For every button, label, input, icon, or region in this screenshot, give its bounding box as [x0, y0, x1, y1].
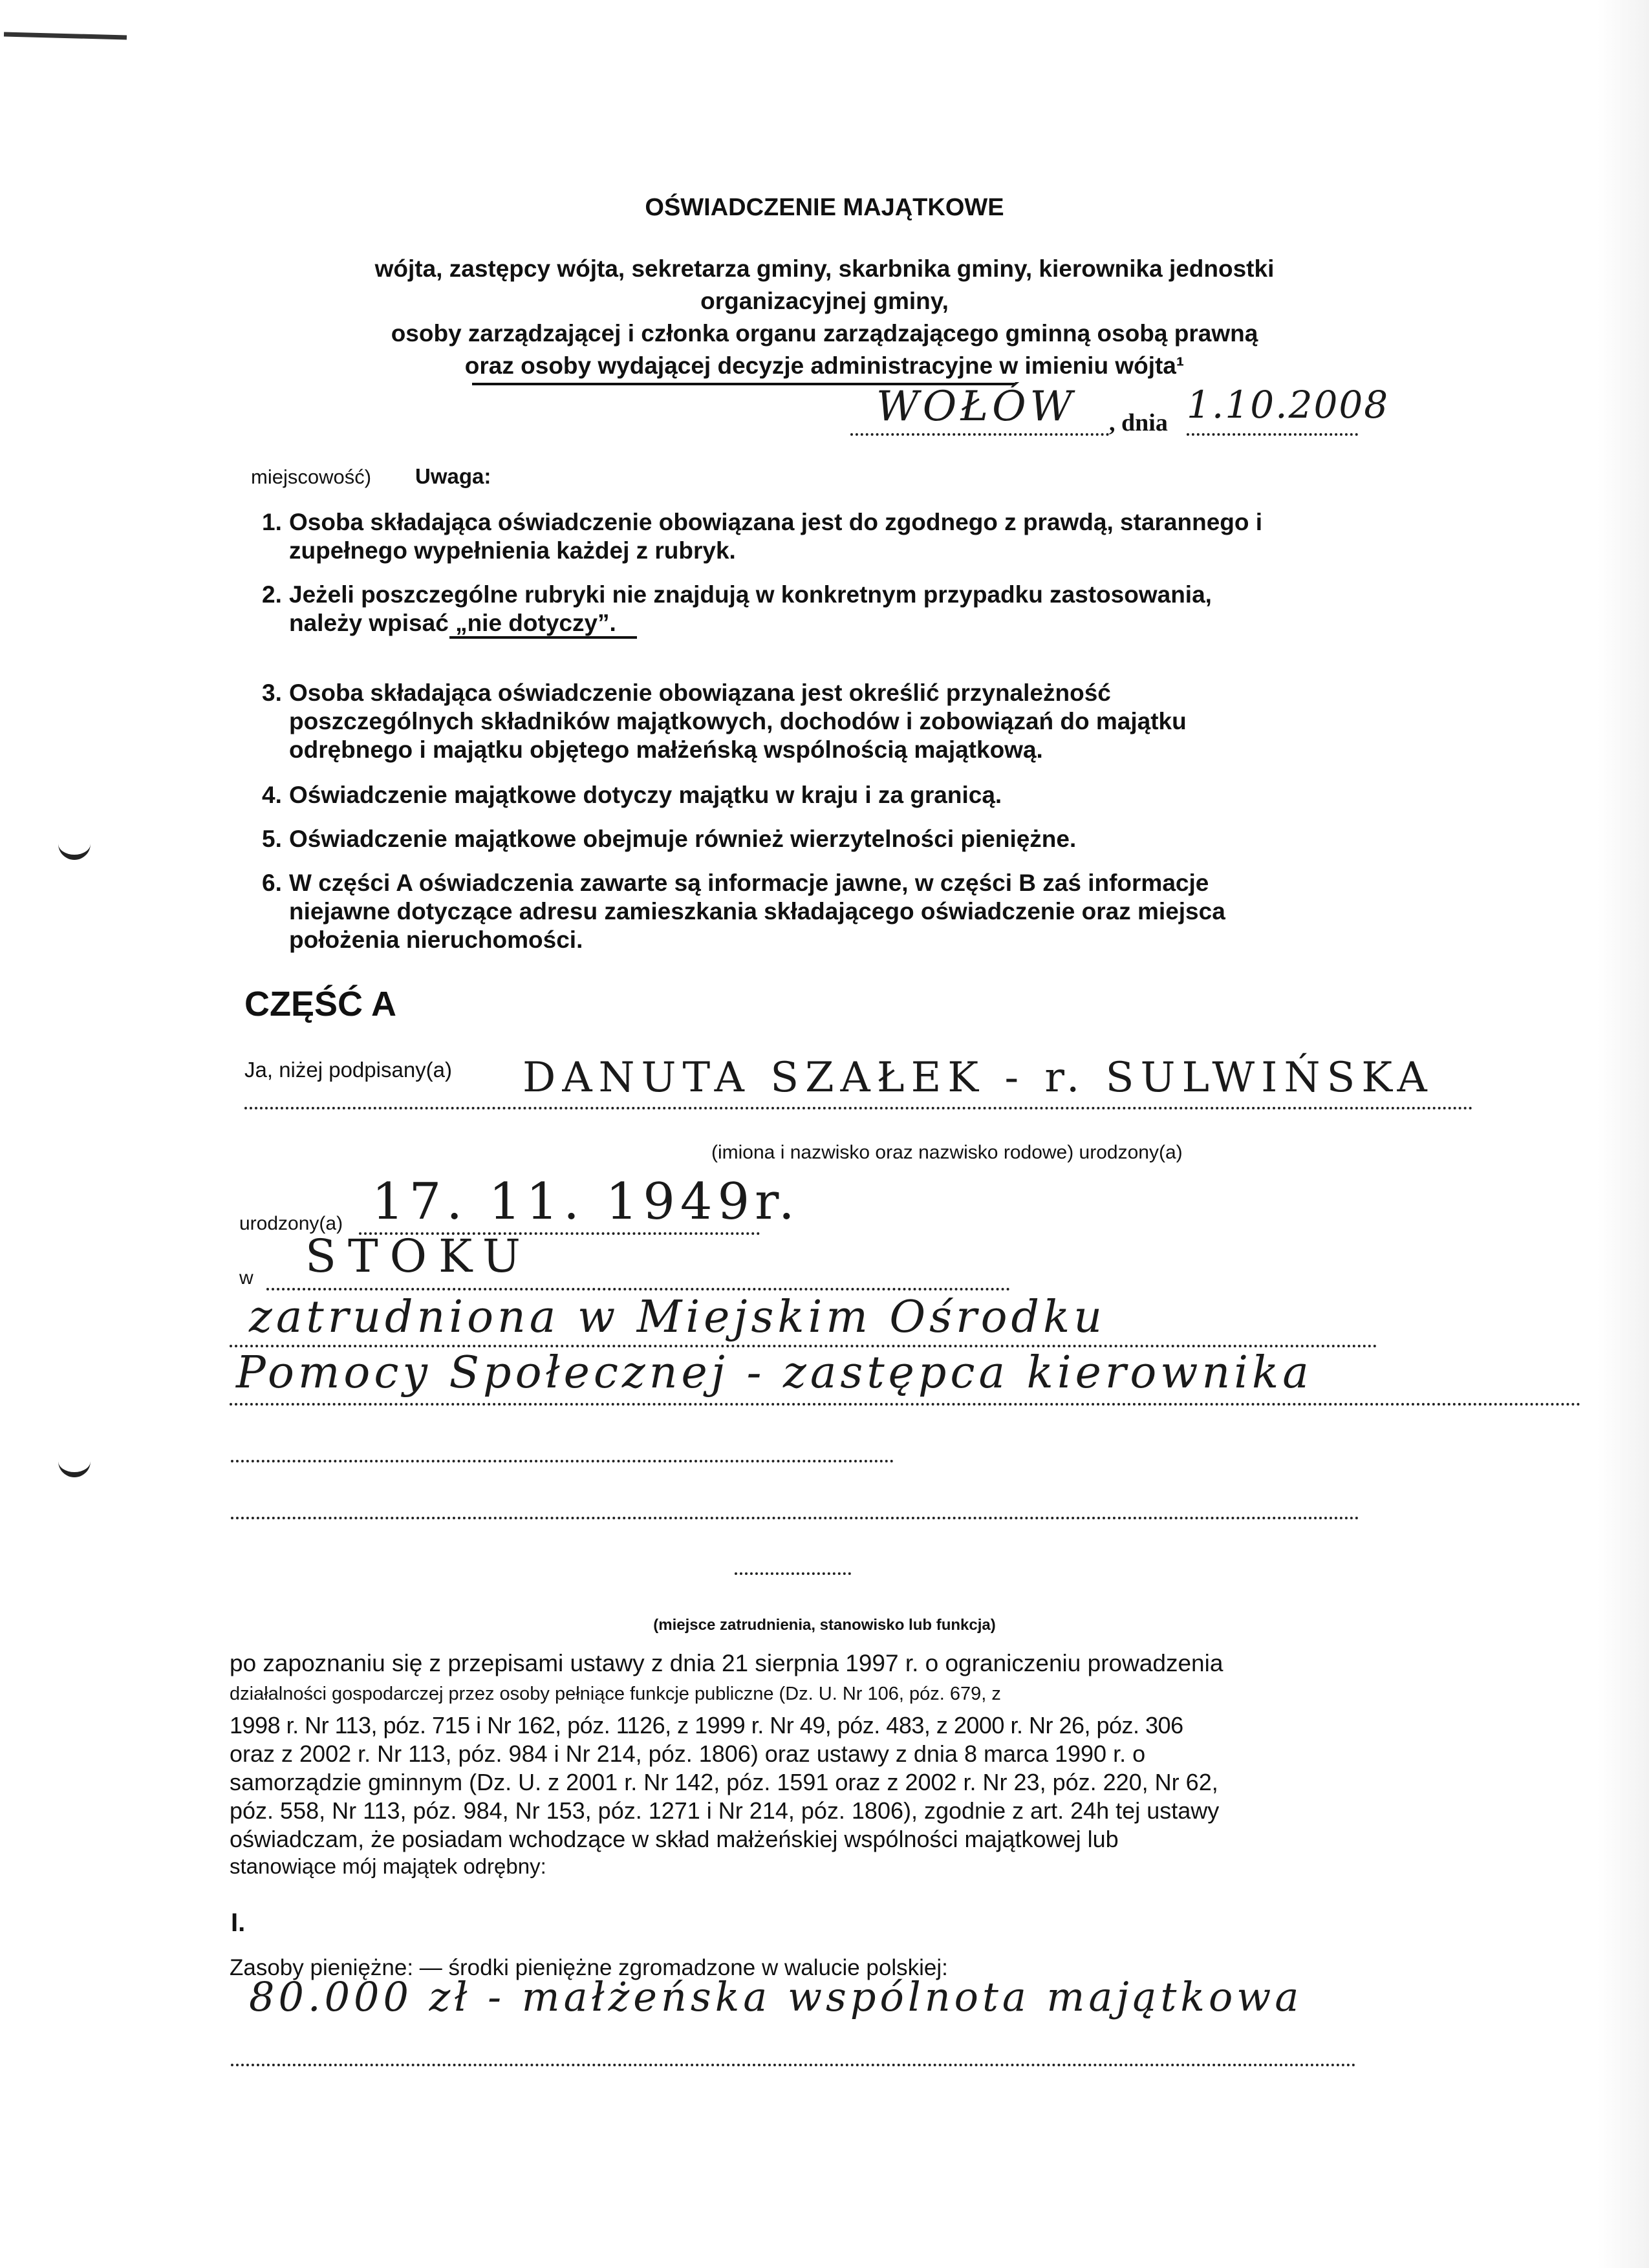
name-caption: (imiona i nazwisko oraz nazwisko rodowe) urodzony(a) — [711, 1142, 1183, 1163]
note-3-number: 3. — [262, 679, 282, 706]
in-label: w — [239, 1267, 253, 1289]
document-title: OŚWIADCZENIE MAJĄTKOWE — [645, 194, 1004, 221]
subtitle-line-4: oraz osoby wydającej decyzje administracyjne w imieniu wójta¹ — [464, 352, 1185, 379]
employment-line-2 — [230, 1347, 1581, 1406]
in-field — [266, 1230, 1010, 1290]
law-text-line-2: działalności gospodarczej przez osoby pełniące funkcje publiczne (Dz. U. Nr 106, póz. 679, z — [230, 1684, 1001, 1704]
law-text-line-7: oświadczam, że posiadam wchodzące w skład małżeńskiej wspólności majątkowej lub — [230, 1826, 1119, 1852]
scan-mark-top-left — [4, 32, 127, 40]
note-3-line-3: odrębnego i majątku objętego małżeńską wspólnością majątkową. — [289, 736, 1043, 763]
cash-field-line-2 — [231, 2037, 1356, 2066]
born-label: urodzony(a) — [239, 1213, 343, 1234]
employment-line-1 — [230, 1293, 1377, 1347]
note-2 — [262, 581, 1426, 645]
date-field — [1187, 383, 1390, 436]
note-6-number: 6. — [262, 870, 282, 896]
note-label: Uwaga: — [415, 464, 491, 488]
place-field — [850, 383, 1109, 436]
note-6-line-2: niejawne dotyczące adresu zamieszkania składającego oświadczenie oraz miejsca — [289, 898, 1225, 925]
date-value: 1.10.2008 — [1187, 383, 1390, 427]
subtitle-line-2: organizacyjnej gminy, — [700, 288, 949, 314]
place-label: miejscowość) — [251, 465, 372, 488]
in-value: STOKU — [305, 1230, 532, 1283]
note-1-number: 1. — [262, 509, 282, 535]
note-5 — [262, 825, 1426, 857]
name-label: Ja, niżej podpisany(a) — [244, 1058, 453, 1082]
note-5-line-1: Oświadczenie majątkowe obejmuje również wierzytelności pieniężne. — [289, 826, 1077, 852]
note-2-line-1: Jeżeli poszczególne rubryki nie znajdują w konkretnym przypadku zastosowania, — [289, 581, 1212, 608]
name-field — [244, 1054, 1473, 1109]
law-text-line-4: oraz z 2002 r. Nr 113, póz. 984 i Nr 214, póz. 1806) oraz ustawy z dnia 8 marca 1990 r. o — [230, 1740, 1146, 1767]
cash-label: Zasoby pieniężne: — środki pieniężne zgromadzone w walucie polskiej: — [230, 1955, 948, 1980]
punch-hole-mark-lower — [58, 1458, 91, 1477]
note-4-number: 4. — [262, 782, 282, 808]
section-i-numeral: I. — [231, 1909, 246, 1937]
law-text-line-6: póz. 558, Nr 113, póz. 984, Nr 153, póz. 1271 i Nr 214, póz. 1806), zgodnie z art. 24h tej ustawy — [230, 1797, 1220, 1824]
note-3-line-2: poszczególnych składników majątkowych, dochodów i zobowiązań do majątku — [289, 708, 1187, 734]
employment-line-5 — [735, 1545, 851, 1575]
note-2-number: 2. — [262, 581, 282, 608]
note-2-line-2: należy wpisać „nie dotyczy”. — [289, 610, 616, 636]
note-6-line-1: W części A oświadczenia zawarte są informacje jawne, w części B zaś informacje — [289, 870, 1209, 896]
born-value: 17. 11. 1949r. — [372, 1173, 800, 1231]
employment-line-2-value: Pomocy Społecznej - zastępca kierownika — [236, 1347, 1313, 1398]
employment-caption: (miejsce zatrudnienia, stanowisko lub funkcja) — [653, 1616, 996, 1634]
note-1-line-1: Osoba składająca oświadczenie obowiązana jest do zgodnego z prawdą, starannego i — [289, 509, 1263, 535]
employment-line-4 — [231, 1490, 1359, 1519]
born-field — [359, 1173, 800, 1235]
employment-line-1-value: zatrudniona w Miejskim Ośrodku — [249, 1292, 1106, 1343]
place-value: WOŁÓW — [876, 383, 1077, 431]
law-text-line-3: 1998 r. Nr 113, póz. 715 i Nr 162, póz. 1126, z 1999 r. Nr 49, póz. 483, z 2000 r. Nr 26, póz. 306 — [230, 1712, 1183, 1738]
cash-value: 80.000 zł - małżeńska wspólnota majątkowa — [249, 1973, 1303, 2020]
subtitle-line-1: wójta, zastępcy wójta, sekretarza gminy, skarbnika gminy, kierownika jednostki — [374, 255, 1275, 282]
employment-line-3 — [231, 1433, 894, 1462]
note-1-line-2: zupełnego wypełnienia każdej z rubryk. — [289, 537, 736, 564]
subtitle-line-3: osoby zarządzającej i członka organu zarządzającego gminną osobą prawną — [391, 320, 1258, 347]
punch-hole-mark-upper — [58, 840, 91, 860]
note-3-line-1: Osoba składająca oświadczenie obowiązana jest określić przynależność — [289, 679, 1111, 706]
note-1 — [262, 508, 1426, 573]
name-value: DANUTA SZAŁEK - r. SULWIŃSKA — [523, 1054, 1434, 1102]
note-4 — [262, 781, 1426, 813]
note-3 — [262, 679, 1426, 769]
part-a-heading: CZĘŚĆ A — [244, 985, 397, 1023]
law-text-line-1: po zapoznaniu się z przepisami ustawy z dnia 21 sierpnia 1997 r. o ograniczeniu prowadzenia — [230, 1650, 1223, 1676]
law-text-line-5: samorządzie gminnym (Dz. U. z 2001 r. Nr 142, póz. 1591 oraz z 2002 r. Nr 23, póz. 220, Nr 62, — [230, 1769, 1218, 1795]
note-6 — [262, 869, 1426, 959]
date-separator: , dnia — [1109, 409, 1168, 436]
note-6-line-3: położenia nieruchomości. — [289, 926, 583, 953]
law-text-line-8: stanowiące mój majątek odrębny: — [230, 1854, 546, 1878]
note-4-line-1: Oświadczenie majątkowe dotyczy majątku w kraju i za granicą. — [289, 782, 1002, 808]
note-2-underline — [449, 636, 637, 639]
note-5-number: 5. — [262, 826, 282, 852]
